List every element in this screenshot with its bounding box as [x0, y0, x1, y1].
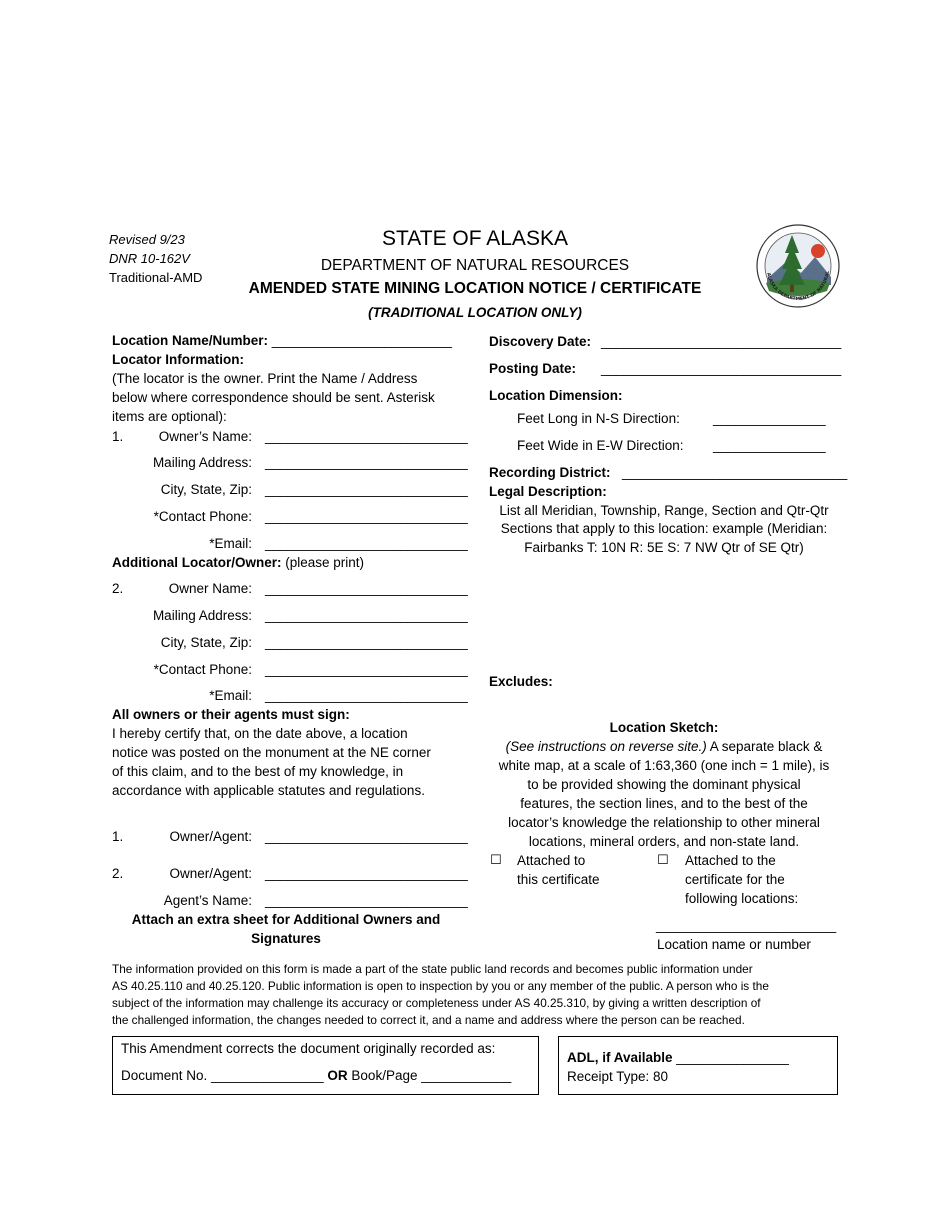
owner1-city-label: City, State, Zip:: [160, 482, 252, 497]
additional-owner-row: [112, 553, 364, 572]
attached2-line-2: certificate for the: [685, 872, 785, 887]
sketch-text-lead: A separate black &: [706, 739, 823, 754]
owner2-mailing-label: Mailing Address:: [152, 608, 252, 623]
locator-note-2: below where correspondence should be sent. Asterisk: [112, 390, 435, 405]
additional-owner-note: (please print): [281, 555, 365, 570]
locations-caption: Location name or number: [657, 937, 811, 952]
certify-line-4: accordance with applicable statutes and regulations.: [112, 783, 425, 798]
location-name-field[interactable]: ________________________: [271, 333, 452, 348]
owner2-name-label: Owner Name:: [168, 581, 252, 596]
owner2-email-label: *Email:: [209, 688, 252, 703]
owner1-mailing-label: Mailing Address:: [152, 455, 252, 470]
extra-sheet-line-2: Signatures: [251, 931, 321, 946]
owner2-phone-label: *Contact Phone:: [153, 662, 252, 677]
agent-name-field[interactable]: ___________________________: [265, 893, 468, 908]
attached-locations-checkbox[interactable]: ☐: [657, 853, 669, 868]
attached2-line-3: following locations:: [685, 891, 799, 906]
owner2-city-label: City, State, Zip:: [160, 635, 252, 650]
locations-field[interactable]: ________________________: [656, 918, 837, 933]
attached1-line-2: this certificate: [517, 872, 600, 887]
locator-note-3: items are optional):: [112, 409, 227, 424]
form-title: AMENDED STATE MINING LOCATION NOTICE / CERTIFICATE: [248, 280, 702, 297]
owner2-email-field[interactable]: ___________________________: [265, 688, 468, 703]
agent1-number: 1.: [112, 829, 124, 844]
attached2-line-1: Attached to the: [685, 853, 776, 868]
owner1-phone-label: *Contact Phone:: [153, 509, 252, 524]
location-dimension-label: Location Dimension:: [489, 388, 623, 403]
revised-date: Revised 9/23: [109, 232, 185, 247]
sketch-instructions: (See instructions on reverse site.): [505, 739, 707, 754]
ns-direction-label: Feet Long in N-S Direction:: [517, 411, 680, 426]
posting-date-label: Posting Date:: [489, 361, 577, 376]
sketch-line-4: features, the section lines, and to the best of the: [520, 796, 808, 811]
notice-line-1: The information provided on this form is made a part of the state public land records and becomes public information under: [112, 962, 753, 976]
locator-note-1: (The locator is the owner. Print the Name / Address: [112, 371, 418, 386]
ns-direction-field[interactable]: _______________: [713, 411, 826, 426]
sketch-line-1: [486, 737, 842, 756]
state-title: STATE OF ALASKA: [382, 227, 568, 250]
form-meta: [109, 230, 202, 287]
location-name-label: Location Name/Number:: [112, 333, 269, 348]
dnr-seal-icon: [755, 223, 841, 309]
adl-box: [558, 1036, 838, 1095]
owner1-phone-field[interactable]: ___________________________: [265, 509, 468, 524]
owner1-name-field[interactable]: ___________________________: [265, 429, 468, 444]
ew-direction-label: Feet Wide in E-W Direction:: [517, 438, 684, 453]
discovery-date-field[interactable]: ________________________________: [601, 334, 842, 349]
owner2-mailing-field[interactable]: ___________________________: [265, 608, 468, 623]
adl-field[interactable]: _______________: [672, 1050, 789, 1065]
sign-label: All owners or their agents must sign:: [112, 707, 350, 722]
certify-line-1: I hereby certify that, on the date above, a location: [112, 726, 408, 741]
sketch-line-2: white map, at a scale of 1:63,360 (one inch = 1 mile), is: [498, 758, 830, 773]
certify-line-2: notice was posted on the monument at the NE corner: [112, 745, 431, 760]
recording-district-label: Recording District:: [489, 465, 611, 480]
owner1-number: 1.: [112, 429, 124, 444]
amendment-text: This Amendment corrects the document originally recorded as:: [121, 1041, 496, 1056]
adl-label: ADL, if Available: [567, 1050, 673, 1065]
book-page-field[interactable]: Book/Page ____________: [347, 1068, 512, 1083]
recording-district-field[interactable]: ______________________________: [622, 465, 848, 480]
owner1-email-label: *Email:: [209, 536, 252, 551]
excludes-label: Excludes:: [489, 674, 553, 689]
agent2-signature-field[interactable]: ___________________________: [265, 866, 468, 881]
posting-date-field[interactable]: ________________________________: [601, 361, 842, 376]
document-no-field[interactable]: Document No. _______________: [121, 1068, 328, 1083]
owner1-city-field[interactable]: ___________________________: [265, 482, 468, 497]
receipt-type: Receipt Type: 80: [567, 1069, 669, 1084]
sketch-line-5: locator’s knowledge the relationship to other mineral: [508, 815, 820, 830]
owner1-mailing-field[interactable]: ___________________________: [265, 455, 468, 470]
or-label: OR: [327, 1068, 348, 1083]
discovery-date-label: Discovery Date:: [489, 334, 592, 349]
legal-text-3: Fairbanks T: 10N R: 5E S: 7 NW Qtr of SE Qtr): [524, 540, 804, 555]
agent1-signature-field[interactable]: ___________________________: [265, 829, 468, 844]
notice-line-2: AS 40.25.110 and 40.25.120. Public information is open to inspection by you or any member of the public. A person who is the: [112, 979, 769, 993]
agent-name-label: Agent’s Name:: [163, 893, 252, 908]
seal-text: ALASKA DEPARTMENT OF NATURAL: [765, 270, 831, 303]
extra-sheet-line-1: Attach an extra sheet for Additional Owners and: [131, 912, 441, 927]
form-type: Traditional-AMD: [109, 270, 203, 285]
legal-description-label: Legal Description:: [489, 484, 607, 499]
location-sketch-label: Location Sketch:: [609, 720, 719, 735]
agent2-label: Owner/Agent:: [169, 866, 252, 881]
amendment-box: [112, 1036, 539, 1095]
owner2-phone-field[interactable]: ___________________________: [265, 662, 468, 677]
form-number: DNR 10-162V: [109, 251, 190, 266]
owner2-name-field[interactable]: ___________________________: [265, 581, 468, 596]
owner1-email-field[interactable]: ___________________________: [265, 536, 468, 551]
agent1-label: Owner/Agent:: [169, 829, 252, 844]
location-name-row: [112, 331, 452, 350]
certify-line-3: of this claim, and to the best of my knowledge, in: [112, 764, 404, 779]
agent2-number: 2.: [112, 866, 124, 881]
owner2-number: 2.: [112, 581, 124, 596]
legal-text-1: List all Meridian, Township, Range, Section and Qtr-Qtr: [499, 503, 829, 518]
attached-certificate-checkbox[interactable]: ☐: [490, 853, 502, 868]
sketch-line-6: locations, mineral orders, and non-state land.: [528, 834, 800, 849]
attached1-line-1: Attached to: [517, 853, 586, 868]
owner1-name-label: Owner’s Name:: [158, 429, 252, 444]
adl-row[interactable]: [567, 1048, 789, 1067]
legal-text-2: Sections that apply to this location: example (Meridian:: [500, 521, 828, 536]
locator-info-label: Locator Information:: [112, 352, 244, 367]
ew-direction-field[interactable]: _______________: [713, 438, 826, 453]
amendment-document-row[interactable]: [121, 1066, 511, 1085]
notice-line-3: subject of the information may challenge its accuracy or completeness under AS 40.25.310, by giving a written description of: [112, 996, 761, 1010]
additional-owner-label: Additional Locator/Owner:: [112, 555, 282, 570]
sketch-line-3: to be provided showing the dominant physical: [527, 777, 801, 792]
owner2-city-field[interactable]: ___________________________: [265, 635, 468, 650]
form-subtitle: (TRADITIONAL LOCATION ONLY): [368, 305, 582, 320]
department-title: DEPARTMENT OF NATURAL RESOURCES: [320, 257, 630, 274]
notice-line-4: the challenged information, the changes needed to correct it, and a name and address where the person can be reached.: [112, 1013, 745, 1027]
